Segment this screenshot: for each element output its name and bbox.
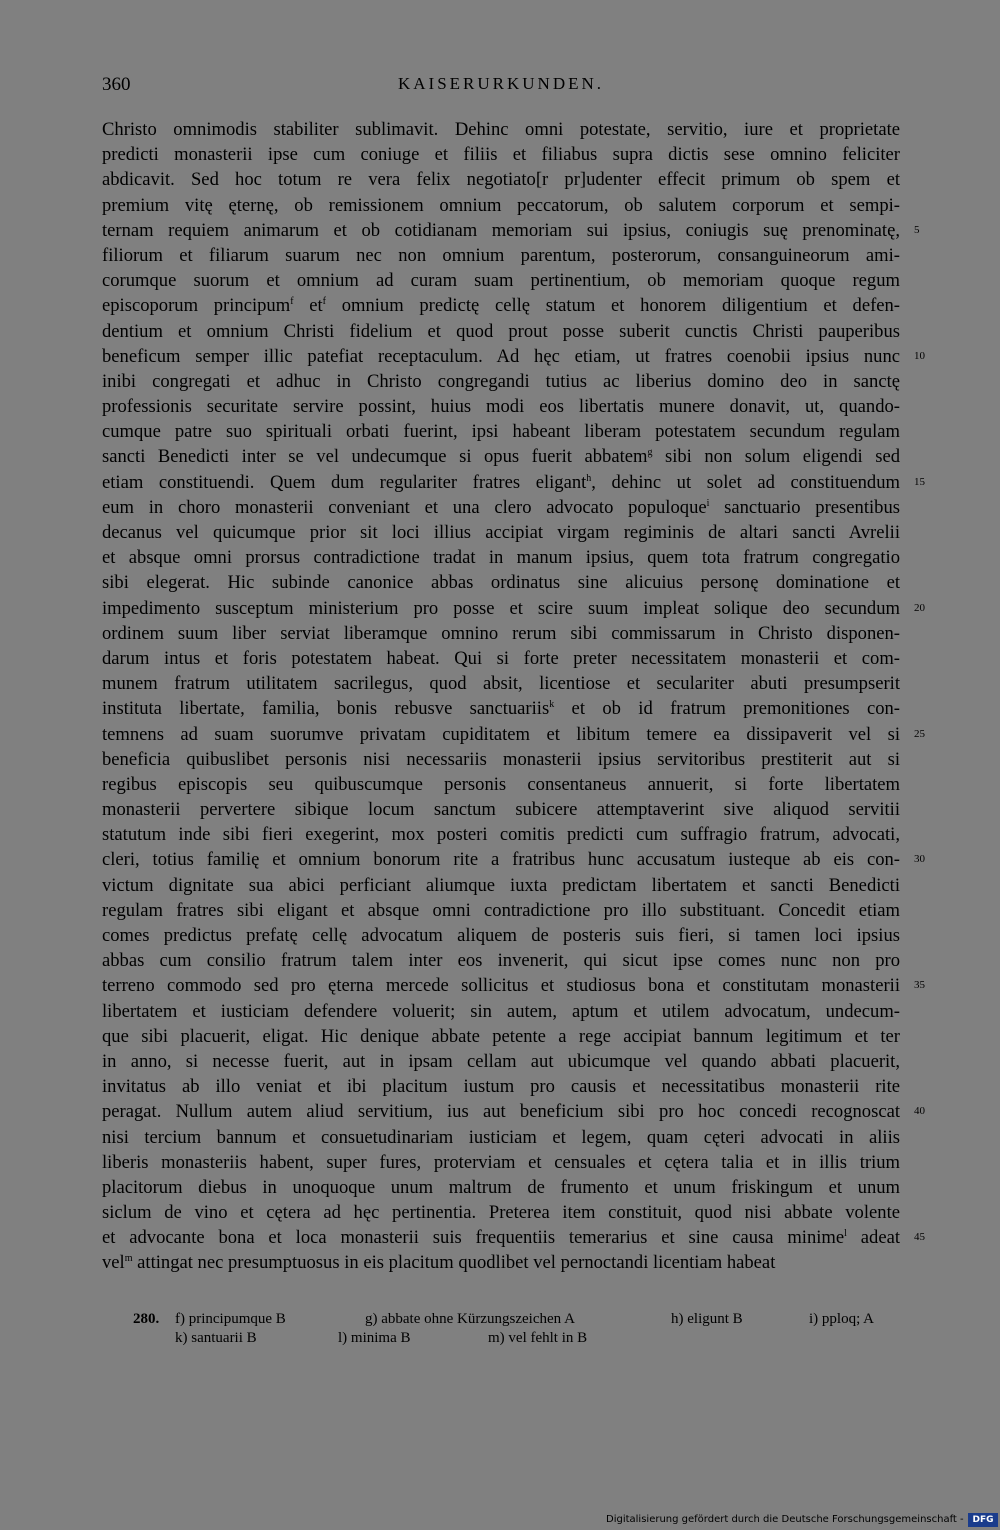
footnote-marker: g [647, 447, 653, 459]
text-segment: statutum inde sibi fieri exegerint, mox posteri comitis predicti cum suffragio fratrum, advocati, [102, 824, 900, 846]
text-line [102, 1200, 900, 1225]
text-segment: corumque suorum et omnium ad curam suam pertinentium, ob memoriam quoque regum [102, 270, 900, 292]
page-number: 360 [102, 74, 131, 95]
text-segment: libertatem et iusticiam defendere voluerit; sin autem, aptum et utilem advocatum, undecum- [102, 1000, 900, 1022]
text-segment: adeat [846, 1227, 900, 1249]
text-segment: predicti monasterii ipse cum coniuge et filiis et filiabus supra dictis sese omnino feliciter [102, 144, 900, 166]
footnote-marker: m [124, 1253, 133, 1265]
text-segment: cumque patre suo spirituali orbati fuerint, ipsi habeant liberam potestatem secundum regulam [102, 421, 900, 443]
text-line [102, 898, 900, 923]
text-line [102, 621, 900, 646]
line-number: 35 [914, 979, 925, 992]
text-segment: omnium predictę cellę statum et honorem diligentium et defen- [326, 295, 900, 317]
text-segment: inibi congregati et adhuc in Christo congregandi tutius ac liberius domino deo in sanctę [102, 370, 900, 392]
text-line [102, 797, 900, 822]
text-segment: peragat. Nullum autem aliud servitium, ius aut beneficium sibi pro hoc concedi recognoscat [102, 1101, 900, 1123]
text-segment: episcoporum principum [102, 295, 291, 317]
text-line [102, 1125, 900, 1150]
text-line [102, 319, 900, 344]
footnote: g) abbate ohne Kürzungszeichen A [365, 1311, 575, 1327]
text-segment: abbas cum consilio fratrum talem inter eos invenerit, qui sicut ipse comes nunc non pro [102, 950, 900, 972]
text-segment: regulam fratres sibi eligant et absque omni contradictione pro illo substituant. Concedit etiam [102, 899, 900, 921]
footnote: f) principumque B [175, 1311, 286, 1327]
footnote-number: 280. [133, 1311, 160, 1327]
text-segment: placitorum diebus in unoquoque unum maltrum de frumento et unum friskingum et unum [102, 1176, 900, 1198]
text-line [102, 419, 900, 444]
text-line [102, 193, 900, 218]
text-segment: sibi non solum eligendi sed [652, 446, 900, 468]
text-line [102, 495, 900, 520]
text-segment: darum intus et foris potestatem habeat. Qui si forte preter necessitatem monasterii et com- [102, 647, 900, 669]
line-number: 15 [914, 475, 925, 488]
text-segment: beneficum semper illic patefiat receptaculum. Ad hęc etiam, ut fratres coenobii ipsius nunc [102, 345, 900, 367]
text-segment: regibus episcopis seu quibuscumque personis consentaneus annuerit, si forte libertatem [102, 773, 900, 795]
text-line [102, 243, 900, 268]
text-line [102, 142, 900, 167]
text-segment: sibi elegerat. Hic subinde canonice abbas ordinatus sine alicuius personę dominatione et [102, 572, 900, 594]
text-line [102, 847, 925, 872]
text-segment: et advocante bona et loca monasterii suis frequentiis temerarius et sine causa minime [102, 1227, 845, 1249]
footnote-row [133, 1310, 903, 1329]
footnote: h) eligunt B [671, 1311, 743, 1327]
footnote-row [133, 1329, 903, 1348]
text-line [102, 1074, 900, 1099]
text-line [102, 1150, 900, 1175]
footnote-marker: i [706, 497, 710, 509]
text-line [102, 293, 900, 318]
text-line [102, 167, 900, 192]
text-line [102, 722, 925, 747]
text-line [102, 596, 925, 621]
text-line [102, 520, 900, 545]
text-segment: munem fratrum utilitatem sacrilegus, quod absit, licentiose et seculariter abuti presumpserit [102, 673, 900, 695]
line-number: 10 [914, 349, 925, 362]
text-line [102, 218, 920, 243]
text-segment: ternam requiem animarum et ob cotidianam memoriam sui ipsius, coniugis suę prenominatę, [102, 219, 900, 241]
funding-notice: Digitalisierung gefördert durch die Deutsche Forschungsgemeinschaft - [606, 1514, 964, 1525]
text-segment: premium vitę ęternę, ob remissionem omnium peccatorum, ob salutem corporum et sempi- [102, 194, 900, 216]
text-line [102, 822, 900, 847]
line-number: 30 [914, 853, 925, 866]
text-segment: filiorum et filiarum suarum nec non omnium parentum, posterorum, consanguineorum ami- [102, 244, 900, 266]
text-segment: sancti Benedicti inter se vel undecumque si opus fuerit abbatem [102, 446, 648, 468]
text-line [102, 344, 925, 369]
text-segment: victum dignitate sua abici perficiant aliumque iuxta predictam libertatem et sancti Benedicti [102, 874, 900, 896]
text-line [102, 999, 900, 1024]
text-line [102, 394, 900, 419]
text-segment: liberis monasteriis habent, super fures, proterviam et censuales et cętera talia et in illis trium [102, 1151, 900, 1173]
text-segment: terreno commodo sed pro ęterna mercede sollicitus et studiosus bona et constitutam monasterii [102, 975, 900, 997]
text-line [102, 973, 925, 998]
text-segment: dentium et omnium Christi fidelium et quod prout posse suberit cunctis Christi pauperibus [102, 320, 900, 342]
text-segment: professionis securitate servire possint, huius modi eos libertatis munere donavit, ut, quando- [102, 396, 900, 418]
line-number: 45 [914, 1231, 925, 1244]
text-segment: , dehinc ut solet ad constituendum [591, 471, 900, 493]
footnote-marker: h [586, 472, 592, 484]
dfg-logo[interactable]: DFG [968, 1513, 998, 1527]
text-line [102, 1024, 900, 1049]
text-line [102, 1099, 925, 1124]
text-line [102, 873, 900, 898]
text-segment: et [293, 295, 323, 317]
text-segment: et ob id fratrum premonitiones con- [554, 698, 900, 720]
text-line [102, 923, 900, 948]
text-line [102, 696, 900, 721]
text-line [102, 117, 900, 142]
footnote: k) santuarii B [175, 1330, 257, 1346]
text-segment: abdicavit. Sed hoc totum re vera felix negotiato[r pr]udenter effecit primum ob spem et [102, 169, 900, 191]
text-line [102, 545, 900, 570]
text-segment: et absque omni prorsus contradictione tradat in manum ipsius, quem tota fratrum congregatio [102, 547, 900, 569]
text-line [102, 671, 900, 696]
text-line [102, 1225, 925, 1250]
footnote-marker: l [844, 1228, 847, 1240]
text-segment: eum in choro monasterii conveniant et una clero advocato populoque [102, 496, 707, 518]
text-segment: invitatus ab illo veniat et ibi placitum iustum pro causis et necessitatibus monasterii rite [102, 1076, 900, 1098]
text-segment: Christo omnimodis stabiliter sublimavit. Dehinc omni potestate, servitio, iure et proprietate [102, 119, 900, 140]
text-segment: impedimento susceptum ministerium pro posse et scire suum impleat solique deo secundum [102, 597, 900, 619]
text-line [102, 772, 900, 797]
footnote-marker: f [290, 296, 294, 308]
text-segment: sanctuario presentibus [709, 496, 900, 518]
text-line [102, 570, 900, 595]
text-line [102, 1175, 900, 1200]
text-line [102, 444, 900, 469]
text-line [102, 268, 900, 293]
dfg-footer [606, 1512, 998, 1528]
text-segment: beneficia quibuslibet personis nisi necessariis monasterii ipsius servitoribus prestiterit aut si [102, 748, 900, 770]
text-segment: vel [102, 1252, 125, 1274]
text-segment: ordinem suum liber serviat liberamque omnino rerum sibi commissarum in Christo disponen- [102, 622, 900, 644]
text-segment: cleri, totius familię et omnium bonorum rite a fratribus hunc accusatum iusteque ab eis con- [102, 849, 900, 871]
page-header [102, 74, 900, 104]
text-line [102, 948, 900, 973]
text-line [102, 1250, 900, 1275]
footnotes [133, 1310, 903, 1348]
text-segment: que sibi placuerit, eligat. Hic denique abbate petente a rege accipiat bannum legitimum et ter [102, 1025, 900, 1047]
text-line [102, 1049, 900, 1074]
text-segment: instituta libertate, familia, bonis rebusve sanctuariis [102, 698, 550, 720]
footnote: l) minima B [338, 1330, 411, 1346]
footnote: m) vel fehlt in B [488, 1330, 588, 1346]
text-line [102, 470, 925, 495]
line-number: 20 [914, 601, 925, 614]
text-segment: etiam constituendi. Quem dum regulariter fratres eligant [102, 471, 587, 493]
text-segment: in anno, si necesse fuerit, aut in ipsam cellam aut ubicumque vel quando abbati placuerit, [102, 1050, 900, 1072]
text-segment: comes predictus prefatę cellę advocatum aliquem de posteris suis fieri, si tamen loci ipsius [102, 925, 900, 946]
text-segment: attingat nec presumptuosus in eis placitum quodlibet vel pernoctandi licentiam habeat [132, 1252, 776, 1274]
line-number: 40 [914, 1105, 925, 1118]
text-segment: temnens ad suam suorumve privatam cupiditatem et libitum temere ea dissipaverit vel si [102, 723, 900, 745]
footnote: i) pploq; A [809, 1311, 875, 1327]
running-title: KAISERURKUNDEN. [397, 74, 605, 93]
text-line [102, 646, 900, 671]
text-segment: nisi tercium bannum et consuetudinariam iusticiam et legem, quam cęteri advocati in aliis [102, 1126, 900, 1148]
line-number: 5 [914, 223, 920, 236]
footnote-marker: f [322, 296, 326, 308]
charter-text [102, 117, 925, 1276]
text-segment: decanus vel quicumque prior sit loci illius accipiat virgam regiminis de altari sancti Avrelii [102, 522, 900, 543]
text-segment: monasterii pervertere sibique locum sanctum subicere attemptaverint sive aliquod servitii [102, 799, 900, 821]
line-number: 25 [914, 727, 925, 740]
text-line [102, 747, 900, 772]
text-segment: siclum de vino et cętera ad hęc pertinentia. Preterea item constituit, quod nisi abbate volente [102, 1202, 900, 1224]
footnote-marker: k [549, 699, 555, 711]
text-line [102, 369, 900, 394]
